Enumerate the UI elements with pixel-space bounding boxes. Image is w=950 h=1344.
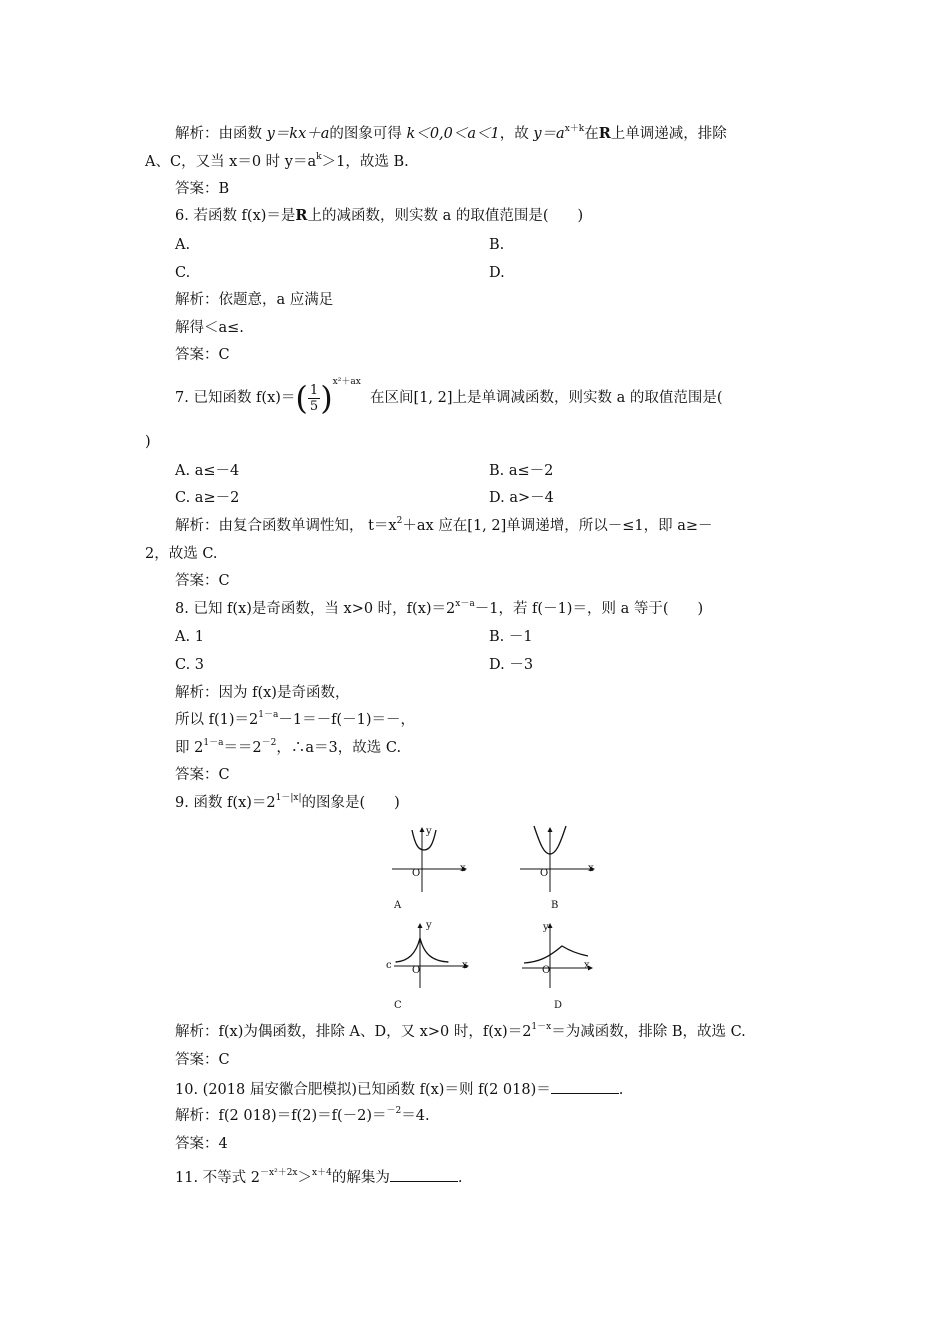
graph-c-y-label: y: [426, 920, 432, 931]
graph-c: [386, 918, 476, 1018]
graph-c-origin: O: [412, 965, 421, 976]
q8-option-d: D. －3: [489, 657, 534, 673]
graph-b-origin: O: [540, 868, 549, 879]
q7-stem: 7. 已知函数 f(x)＝( $\frac{1}{5}$ )$^{x^2+ax}$ 在区间[1, 2]上是单调减函数，则实数 a 的取值范围是(: [175, 377, 723, 417]
graph-c-label: C: [394, 1000, 402, 1011]
q8-analysis-line2: 所以 $f(1)=2^{1-a}-1=-f(-1)=-$，: [175, 710, 415, 728]
q10-answer-blank[interactable]: [551, 1079, 619, 1094]
q9-answer: 答案：C: [175, 1052, 230, 1068]
graph-d-origin: O: [542, 965, 551, 976]
q6-option-d: D.: [489, 265, 505, 281]
graph-d-y-label: y: [543, 922, 549, 933]
q6-analysis: 解析：依题意，a 应满足: [175, 292, 334, 308]
graph-a-label: A: [394, 900, 402, 911]
q10-stem: 10. (2018 届安徽合肥模拟)已知函数 f(x)＝则 f(2 018)＝ .: [175, 1079, 623, 1100]
q10-analysis: 解析：f(2 018)＝f(2)＝f(－2)＝$^{-2}$＝4.: [175, 1106, 430, 1124]
graph-a-origin: O: [412, 868, 421, 879]
q6-solve: 解得＜a≤.: [175, 320, 244, 336]
q7-answer: 答案：C: [175, 573, 230, 589]
q6-answer: 答案：C: [175, 347, 230, 363]
graph-d: [518, 918, 608, 1018]
q7-stem-end: ): [145, 434, 151, 450]
graph-a-y-label: y: [426, 826, 432, 837]
graph-d-plot: [518, 918, 608, 990]
graph-b-x-label: x: [588, 863, 594, 874]
q8-analysis-line1: 解析：因为 f(x)是奇函数，: [175, 685, 350, 701]
q7-option-a: A. a≤－4: [175, 463, 240, 479]
q11-stem: 11. 不等式 $2^{-x^2+2x}>^{x+4}$的解集为 .: [175, 1168, 463, 1186]
q8-answer: 答案：C: [175, 767, 230, 783]
graph-c-c-mark: c: [386, 960, 392, 971]
q8-stem: 8. 已知 f(x)是奇函数，当 x>0 时，$f(x)=2^{x-a}-1$，若 f(－1)＝，则 a 等于( ): [175, 599, 704, 617]
graph-b-plot: [516, 824, 596, 894]
q10-answer: 答案：4: [175, 1136, 228, 1152]
q7-analysis-line1: 解析：由复合函数单调性知， $t=x^2+ax$ 应在[1, 2]单调递增，所以－≤1，即 a≥－: [175, 516, 713, 534]
graph-b-label: B: [551, 900, 559, 911]
q8-option-c: C. 3: [175, 657, 205, 673]
q6-option-c: C.: [175, 265, 191, 281]
q7-fraction: $\frac{1}{5}$: [309, 382, 319, 414]
q9-analysis: 解析：f(x)为偶函数，排除 A、D，又 x>0 时，$f(x)=2^{1-x}=$为减函数，排除 B，故选 C.: [175, 1022, 746, 1040]
graph-a: [388, 824, 468, 919]
graph-b: [516, 824, 596, 919]
q6-option-b: B.: [489, 237, 505, 253]
q5-analysis-line1: 解析：由函数 y＝kx＋a的图象可得 k＜0,0＜a＜1，故 $y=a^{x+k}$在R上单调递减，排除: [175, 124, 727, 142]
q7-analysis-line2: 2，故选 C.: [145, 546, 218, 562]
q8-analysis-line3: 即 $2^{1-a}==2^{-2}$，∴a＝3，故选 C.: [175, 738, 402, 756]
q9-stem: 9. 函数 $f(x)=2^{1-|x|}$的图象是( ): [175, 793, 400, 811]
q5-analysis-line2: A、C，又当 x＝0 时 $y=a^k>1$，故选 B.: [145, 152, 409, 170]
q7-option-d: D. a>－4: [489, 490, 554, 506]
q5-answer: 答案：B: [175, 181, 230, 197]
q7-option-c: C. a≥－2: [175, 490, 240, 506]
q6-option-a: A.: [175, 237, 191, 253]
q6-stem: 6. 若函数 f(x)＝是R上的减函数，则实数 a 的取值范围是( ): [175, 207, 584, 224]
q11-answer-blank[interactable]: [390, 1167, 458, 1182]
graph-d-x-label: x: [584, 960, 590, 971]
q8-option-a: A. 1: [175, 629, 204, 645]
q8-option-b: B. －1: [489, 629, 533, 645]
graph-d-label: D: [554, 1000, 563, 1011]
graph-a-x-label: x: [460, 863, 466, 874]
q7-option-b: B. a≤－2: [489, 463, 554, 479]
graph-c-x-label: x: [462, 960, 468, 971]
